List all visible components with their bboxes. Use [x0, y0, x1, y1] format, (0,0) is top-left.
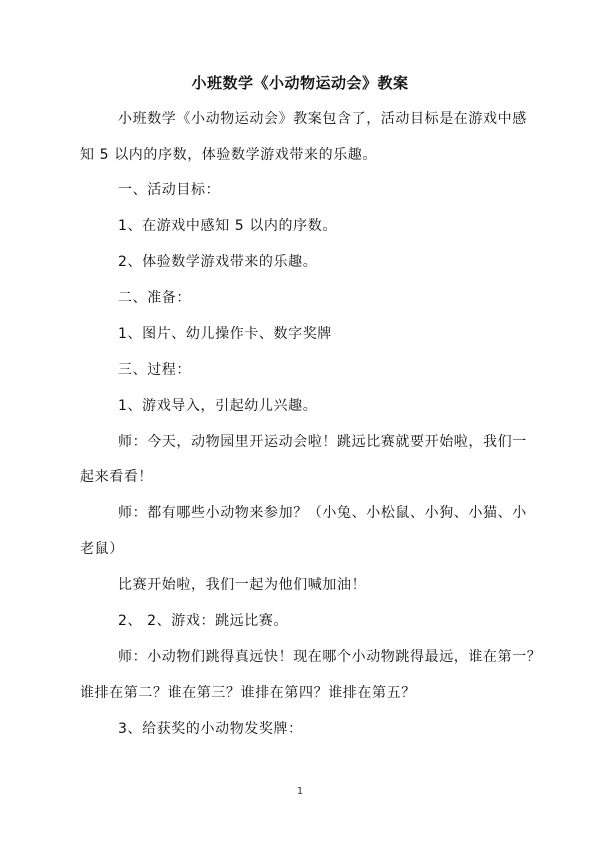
paragraph-intro-line-1: 小班数学《小动物运动会》教案包含了，活动目标是在游戏中感: [118, 111, 527, 127]
teacher-line-2-part-2: 老鼠）: [80, 541, 124, 557]
section-heading-goals: 一、活动目标：: [118, 182, 221, 198]
teacher-line-2-part-1: 师：都有哪些小动物来参加？（小兔、小松鼠、小狗、小猫、小: [118, 505, 527, 521]
section-heading-prep: 二、准备：: [118, 290, 191, 306]
page-number: 1: [296, 786, 304, 797]
goal-item-2: 2、体验数学游戏带来的乐趣。: [118, 254, 318, 270]
process-step-2: 2、 2、游戏：跳远比赛。: [118, 613, 289, 629]
cheer-line: 比赛开始啦，我们一起为他们喊加油！: [118, 577, 367, 593]
teacher-line-3-part-1: 师：小动物们跳得真远快！现在哪个小动物跳得最远，谁在第一？: [118, 649, 542, 665]
process-step-1: 1、游戏导入，引起幼儿兴趣。: [118, 398, 318, 414]
prep-item-1: 1、图片、幼儿操作卡、数字奖牌: [118, 326, 332, 342]
teacher-line-3-part-2: 谁排在第二？谁在第三？谁排在第四？谁排在第五？: [80, 685, 416, 701]
process-step-3: 3、给获奖的小动物发奖牌：: [118, 721, 303, 737]
teacher-line-1-part-2: 起来看看！: [80, 469, 153, 485]
goal-item-1: 1、在游戏中感知 5 以内的序数。: [118, 218, 337, 234]
document-title: 小班数学《小动物运动会》教案: [191, 74, 409, 92]
section-heading-process: 三、过程：: [118, 362, 191, 378]
teacher-line-1-part-1: 师：今天，动物园里开运动会啦！跳远比赛就要开始啦，我们一: [118, 434, 527, 450]
paragraph-intro-line-2: 知 5 以内的序数，体验数学游戏带来的乐趣。: [80, 147, 378, 163]
